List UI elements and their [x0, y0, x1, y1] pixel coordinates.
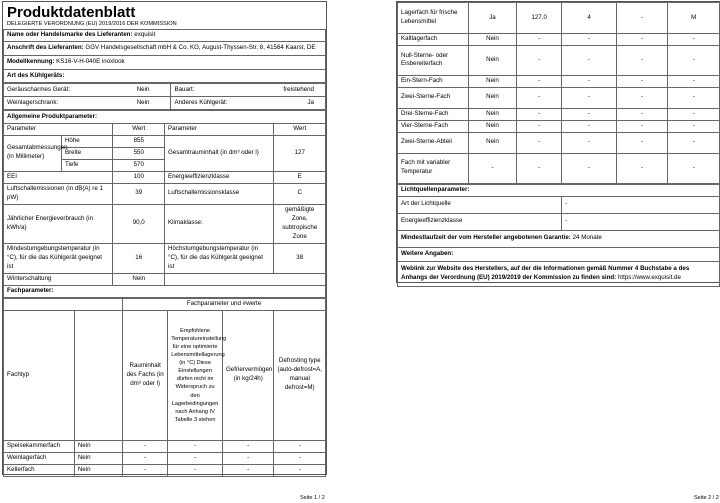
supplier-name-label: Name oder Handelsmarke des Lieferanten: — [7, 31, 133, 38]
warranty-value: 24 Monate — [572, 234, 602, 242]
row-name: Zwei-Sterne-Fach — [398, 87, 469, 108]
other-value: Ja — [307, 98, 314, 106]
row-name: Zwei-Sterne-Abteil — [398, 132, 469, 153]
row-volume: - — [123, 440, 168, 452]
noise-value: 39 — [113, 183, 165, 204]
more-info-label: Weitere Angaben: — [398, 247, 720, 261]
table-row — [4, 440, 326, 452]
depth-label: Tiefe — [61, 159, 113, 171]
min-temp-value: 16 — [113, 243, 165, 273]
row-name: Null-Sterne- oder Eisbereiterfach — [398, 45, 469, 75]
climate-value: gemäßigte Zone, subtropische Zone — [274, 204, 326, 243]
row-temp: - — [168, 440, 223, 452]
table-row — [398, 108, 720, 120]
max-temp-label: Höchstumgebungstemperatur (in °C), für die das Kühlgerät geeignet ist — [164, 243, 273, 273]
row-defrost: - — [668, 45, 720, 75]
dims-label: Gesamtabmessungen (in Millimeter) — [4, 136, 62, 172]
table-row — [4, 464, 326, 476]
model-value: KS16-V-H-040E inoxlook — [56, 58, 125, 65]
row-present: Nein — [74, 452, 122, 464]
row-name: Speisekammerfach — [4, 440, 75, 452]
row-volume: - — [517, 87, 562, 108]
height-value: 855 — [113, 136, 165, 148]
row-freeze: - — [616, 45, 668, 75]
datasheet-page-2 — [396, 1, 720, 283]
row-volume: - — [123, 464, 168, 476]
col-volume-header: Rauminhalt des Fachs (in dm³ oder l) — [123, 310, 168, 440]
row-defrost: - — [668, 120, 720, 132]
table-row — [398, 132, 720, 153]
design-label: Bauart: — [174, 85, 195, 93]
row-freeze: - — [616, 3, 668, 34]
annual-label: Jährlicher Energieverbrauch (in kWh/a) — [4, 204, 113, 243]
general-params-table — [3, 110, 326, 298]
page-number: Seite 2 / 2 — [694, 495, 719, 501]
eei-label: EEI — [4, 171, 113, 183]
page-subtitle: DELEGIERTE VERORDNUNG (EU) 2019/2016 DER KOMMISSION — [7, 21, 177, 27]
table-row — [398, 153, 720, 183]
wine-value: Nein — [136, 98, 150, 106]
row-volume: 127,0 — [517, 3, 562, 34]
table-row — [398, 75, 720, 87]
weblink-text: Weblink zur Website des Herstellers, auf der die Informationen gemäß Nummer 4 Buchstabe a des Anhangs der Verordnung (EU) 2019/2019 der Kommission zu finden sind: — [401, 264, 690, 281]
col-param-2: Parameter — [164, 124, 273, 136]
row-temp: - — [562, 34, 617, 46]
row-volume: - — [123, 452, 168, 464]
col-value-1: Wert — [113, 124, 165, 136]
row-present: Nein — [468, 45, 516, 75]
row-defrost: - — [274, 464, 326, 476]
row-name: Vier-Sterne-Fach — [398, 120, 469, 132]
compartment-table-1 — [3, 298, 326, 477]
other-label: Anderes Kühlgerät: — [174, 98, 228, 106]
device-type-table — [3, 83, 326, 110]
light-table — [397, 184, 720, 287]
compartment-params-header: Fachparameter und #werte — [123, 298, 326, 310]
row-present: Nein — [468, 87, 516, 108]
width-value: 550 — [113, 147, 165, 159]
row-temp: - — [562, 120, 617, 132]
row-freeze: - — [616, 34, 668, 46]
col-defrost-header: Defrosting type (auto-defrost=A, manual defrost=M) — [274, 310, 326, 440]
device-type-heading: Art des Kühlgeräts: — [4, 70, 326, 83]
row-present: - — [468, 153, 516, 183]
col-param-1: Parameter — [4, 124, 113, 136]
page-2 — [360, 0, 720, 503]
energy-class-value: E — [274, 171, 326, 183]
row-freeze: - — [616, 108, 668, 120]
row-present: Nein — [468, 34, 516, 46]
row-temp: - — [562, 153, 617, 183]
row-freeze: - — [222, 452, 274, 464]
table-row — [398, 34, 720, 46]
row-defrost: - — [668, 34, 720, 46]
row-volume: - — [517, 153, 562, 183]
supplier-address-label: Anschrift des Lieferanten: — [7, 44, 84, 51]
row-present: Nein — [468, 132, 516, 153]
table-row — [4, 452, 326, 464]
row-temp: - — [562, 45, 617, 75]
datasheet-page-1 — [2, 1, 327, 475]
row-defrost: - — [668, 132, 720, 153]
light-heading: Lichtquellenparameter: — [398, 184, 720, 196]
general-heading: Allgemeine Produktparameter: — [4, 111, 326, 124]
min-temp-label: Mindestumgebungstemperatur (in °C), für die das Kühlgerät geeignet ist — [4, 243, 113, 273]
row-defrost: - — [274, 440, 326, 452]
row-volume: - — [517, 132, 562, 153]
supplier-name: exquisit — [134, 31, 156, 38]
row-temp: - — [562, 75, 617, 87]
row-volume: - — [517, 75, 562, 87]
row-volume: - — [517, 45, 562, 75]
compartment-heading: Fachparameter: — [4, 285, 326, 297]
row-present: Ja — [468, 3, 516, 34]
row-volume: - — [517, 120, 562, 132]
width-label: Breite — [61, 147, 113, 159]
winter-value: Nein — [113, 273, 165, 285]
page-title: Produktdatenblatt — [7, 4, 136, 21]
design-value: freistehend — [283, 85, 314, 93]
max-temp-value: 38 — [274, 243, 326, 273]
row-defrost: - — [668, 153, 720, 183]
row-temp: - — [168, 452, 223, 464]
row-freeze: - — [616, 153, 668, 183]
annual-value: 90,0 — [113, 204, 165, 243]
climate-label: Klimaklasse: — [164, 204, 273, 243]
row-temp: - — [168, 464, 223, 476]
row-present: Nein — [74, 440, 122, 452]
col-temp-header: Empfohlene Temperatureinstellung für eine optimierte Lebensmittellagerung (in °C) Diese Einstellungen dürfen nicht im Widerspruch zu den Lagerbedingungen nach Anhang IV Tabelle 3 stehen — [168, 310, 223, 440]
row-defrost: - — [668, 108, 720, 120]
quiet-label: Geräuscharmes Gerät: — [7, 85, 70, 93]
fachtyp-label: Fachtyp — [4, 310, 75, 440]
quiet-value: Nein — [136, 85, 150, 93]
row-present: Nein — [74, 464, 122, 476]
table-row — [398, 120, 720, 132]
row-temp: - — [562, 132, 617, 153]
row-name: Kaltlagerfach — [398, 34, 469, 46]
volume-value: 127 — [274, 136, 326, 172]
row-defrost: M — [668, 3, 720, 34]
eei-value: 100 — [113, 171, 165, 183]
row-name: Fach mit variabler Temperatur — [398, 153, 469, 183]
row-freeze: - — [616, 132, 668, 153]
row-volume: - — [517, 108, 562, 120]
row-freeze: - — [616, 87, 668, 108]
noise-label: Luftschallemissionen (in dB(A) re 1 pW) — [4, 183, 113, 204]
row-defrost: - — [668, 87, 720, 108]
depth-value: 570 — [113, 159, 165, 171]
row-defrost: - — [668, 75, 720, 87]
noise-class-label: Luftschallemissionsklasse — [164, 183, 273, 204]
noise-class-value: C — [274, 183, 326, 204]
row-freeze: - — [616, 75, 668, 87]
row-freeze: - — [616, 120, 668, 132]
supplier-address: GGV Handelsgesellschaft mbH & Co. KG, August-Thyssen-Str. 8, 41564 Kaarst, DE — [85, 44, 316, 51]
wine-label: Weinlagerschrank: — [7, 98, 59, 106]
row-present: Nein — [468, 75, 516, 87]
row-freeze: - — [222, 440, 274, 452]
row-present: Nein — [468, 108, 516, 120]
row-volume: - — [517, 34, 562, 46]
model-label: Modellkennung: — [7, 58, 55, 65]
row-temp: 4 — [562, 3, 617, 34]
table-row — [398, 45, 720, 75]
table-row — [398, 3, 720, 34]
row-name: Ein-Stern-Fach — [398, 75, 469, 87]
compartment-table-2 — [397, 2, 720, 184]
winter-label: Winterschaltung — [4, 273, 113, 285]
row-name: Kellerfach — [4, 464, 75, 476]
col-freeze-header: Gefriervermögen (in kg/24h) — [222, 310, 274, 440]
row-temp: - — [562, 108, 617, 120]
row-name: Drei-Sterne-Fach — [398, 108, 469, 120]
col-value-2: Wert — [274, 124, 326, 136]
light-class-value: - — [562, 213, 720, 230]
energy-class-label: Energieeffizienzklasse — [164, 171, 273, 183]
row-present: Nein — [468, 120, 516, 132]
weblink-url[interactable]: https://www.exquisit.de — [617, 273, 681, 281]
warranty-label: Mindestlaufzeit der vom Hersteller angebotenen Garantie: — [401, 234, 571, 242]
volume-label: Gesamtrauminhalt (in dm³ oder l) — [164, 136, 273, 172]
height-label: Höhe — [61, 136, 113, 148]
light-type-label: Art der Lichtquelle — [398, 196, 562, 213]
page-number: Seite 1 / 2 — [300, 495, 325, 501]
light-type-value: - — [562, 196, 720, 213]
light-class-label: Energieeffizienzklasse — [398, 213, 562, 230]
supplier-table — [3, 29, 326, 83]
table-row — [398, 87, 720, 108]
row-name: Weinlagerfach — [4, 452, 75, 464]
row-temp: - — [562, 87, 617, 108]
row-freeze: - — [222, 464, 274, 476]
row-defrost: - — [274, 452, 326, 464]
row-name: Lagerfach für frische Lebensmittel — [398, 3, 469, 34]
